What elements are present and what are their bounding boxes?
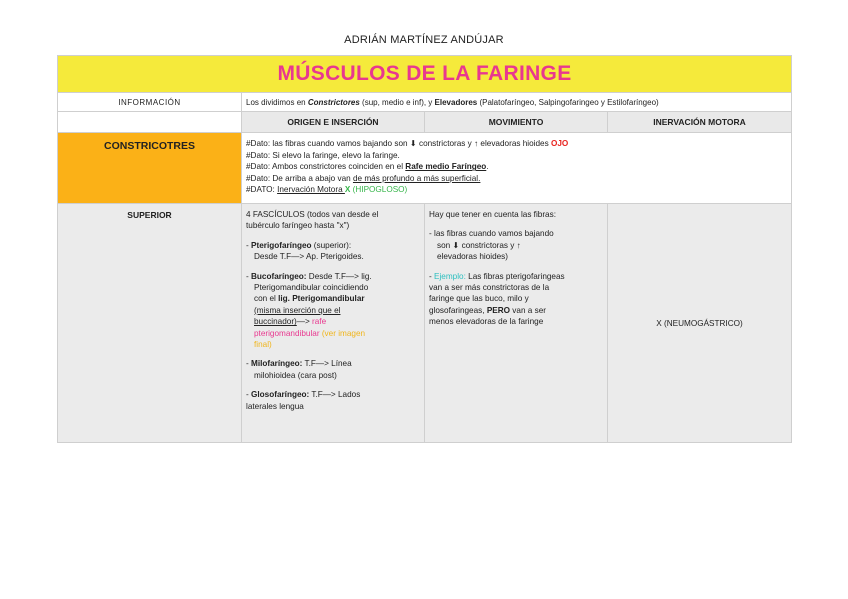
header-origen: ORIGEN E INSERCIÓN [242, 112, 425, 133]
muscles-table [57, 55, 792, 443]
glosofaringeo: - Glosofaríngeo: T.F—> Lados [246, 390, 361, 400]
milofaringeo: - Milofaríngeo: T.F—> Línea [246, 359, 352, 369]
superior-inervacion: X (NEUMOGÁSTRICO) [608, 204, 792, 443]
superior-origen: 4 FASCÍCULOS (todos van desde el tubérculo faríngeo hasta "x") - Pterigofaríngeo (superior): Desde T.F—> Ap. Pterigoides. - Bucofaríngeo: Desde T.F—> lig. Pterigomandibular coincidiendo con el lig. Pterigomandibular (misma inserción que el buccinador)—> rafe pterigomandibular (ver imagen final) - Milofaríngeo: T.F—> Línea milohioidea (cara post) - Glosofaríngeo: T.F—> Lados laterales lengua [242, 204, 425, 443]
constrictores-term: Constrictores [307, 97, 360, 107]
info-label: INFORMACIÓN [58, 93, 242, 112]
note-3: #Dato: Ambos constrictores coinciden en el Rafe medio Faríngeo. [246, 162, 489, 172]
ejemplo: - Ejemplo: Las fibras pterigofaringeas [429, 271, 565, 281]
constrictores-label-cell [58, 133, 242, 204]
superior-label-cell [58, 204, 242, 443]
superior-label: SUPERIOR [127, 210, 172, 220]
note-2: #Dato: Si elevo la faringe, elevo la faringe. [246, 150, 400, 160]
header-blank [58, 112, 242, 133]
header-movimiento: MOVIMIENTO [425, 112, 608, 133]
note-4: #Dato: De arriba a abajo van de más profundo a más superficial. [246, 173, 481, 183]
title-cell [58, 56, 792, 93]
note-1: #Dato: las fibras cuando vamos bajando son ⬇ constrictoras y ↑ elevadoras hioides OJO [246, 139, 569, 148]
info-text: Los dividimos en Constrictores (sup, medio e inf), y Elevadores (Palatofaríngeo, Salpingofaringeo y Estilofaríngeo) [242, 93, 792, 112]
header-inervacion: INERVACIÓN MOTORA [608, 112, 792, 133]
constrictores-notes [242, 133, 792, 204]
elevadores-term: Elevadores [434, 97, 478, 107]
bucofaringeo: - Bucofaríngeo: Desde T.F—> lig. [246, 271, 372, 281]
constrictores-label: CONSTRICOTRES [103, 140, 195, 152]
note-5: #DATO: Inervación Motora X (HIPOGLOSO) [246, 185, 408, 195]
pterigofaringeo: - Pterigofaríngeo (superior): [246, 240, 352, 250]
author-name: ADRIÁN MARTÍNEZ ANDÚJAR [344, 34, 504, 46]
superior-movimiento: Hay que tener en cuenta las fibras: - las fibras cuando vamos bajando son ⬇ constrictoras y ↑ elevadoras hioides) - Ejemplo: Las fibras pterigofaringeas van a ser más constrictoras de la faringe que las buco, milo y glosofaringeas, PERO van a ser menos elevadoras de la faringe [425, 204, 608, 443]
page-title: MÚSCULOS DE LA FARINGE [277, 62, 572, 85]
